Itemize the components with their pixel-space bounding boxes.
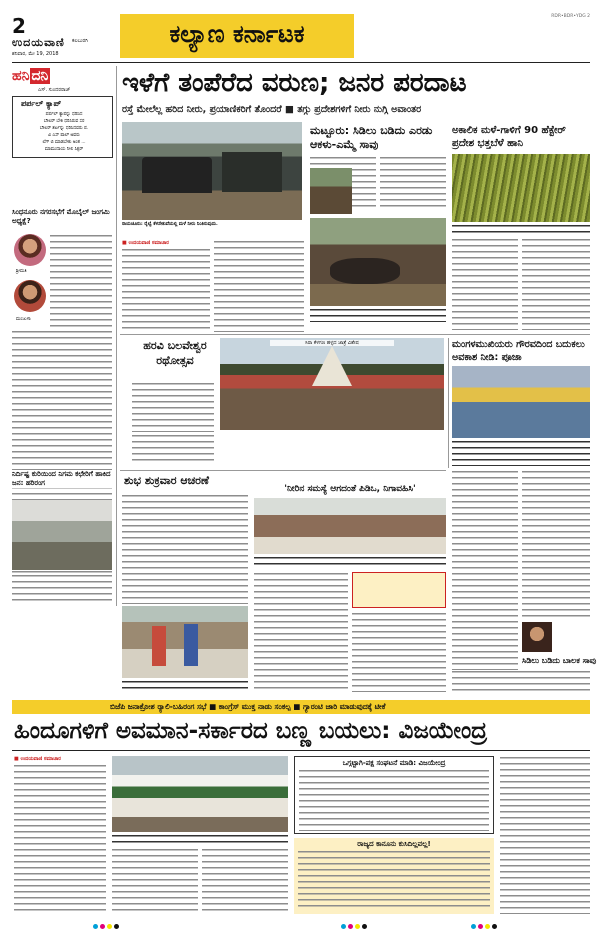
story3-body-b: [522, 238, 590, 330]
column-author: ಎಸ್. ಸುಂದರರಾಜ್: [38, 87, 71, 93]
sidebar-bottom-photo: [12, 500, 112, 570]
main-body-col1: [122, 248, 210, 332]
nigama-callout: [352, 572, 446, 608]
rath-divider: [448, 338, 449, 468]
story4-caption: [452, 440, 590, 466]
registration-marks: [92, 914, 120, 933]
bottom-body-2: [112, 848, 198, 914]
sidebar-divider: [116, 66, 117, 606]
story4-body-b: [522, 470, 590, 618]
meeting-photo: [254, 498, 446, 554]
portrait-2: [14, 280, 46, 312]
sidebar-headline: ಸಿಂಧನೂರು ನಗರಸಭೆಗೆ ಮೊಬೈಲ್ ಜಂಗಮಿ ಅಧ್ಯಕ್ಷೆ?: [12, 208, 110, 225]
procession-caption: [122, 680, 248, 692]
story2-headline: ಮಟ್ಟೂರು: ಸಿಡಿಲು ಬಡಿದು ಎರಡು ಆಕಳು-ಎಮ್ಮೆ ಸಾವು: [310, 124, 433, 151]
section-title: ಕಲ್ಯಾಣ ಕರ್ನಾಟಕ: [169, 20, 305, 48]
portrait-2-name: ಮಂಜುಳಾ: [16, 317, 31, 322]
masthead: [12, 14, 590, 60]
story2-inset-photo: [310, 168, 352, 214]
box-body: [299, 769, 489, 831]
cattle-photo: [310, 218, 446, 306]
portrait-1: [14, 234, 46, 266]
box-title: ಒಗ್ಗಟ್ಟಾಗಿ-ಪಕ್ಷ ಸಂಘಟನೆ ಮಾಡಿ: ವಿಜಯೇಂದ್ರ: [342, 759, 446, 767]
underpass-caption: ರಾಯಚೂರು: ರೈಲ್ವೆ ಕೆಳಸೇತುವೆಯಲ್ಲಿ ಮಳೆ ನೀರು ನಿಂತಿರುವುದು.: [122, 222, 218, 227]
box-lines: ಪರ್ಪಲ್ ಕ್ಯಾಪನ್ನು ಧರಿಸಿದ ಬೌಲರ್ ಬೇಕಿ ಧರಿಸಿರುವ ಸರ ಬೌಲರ್ ಶರ್ಟನ್ನು ಧರಿಸಿದವರು ಪ. ವಿ ಎಸ್ ಪಾಲ್ ಅವರು ಲೆಗ್ ಬಿ ಮಾಡಬೇಕು ಅಂತ ... ಮಾಮುದಾಯ ನೀಲಿ ಸಿಕ್ಸರ್: [39, 112, 89, 152]
ribbon-text: ಬಿಜೆಪಿ ಜನಾಕ್ರೋಶ ರ‍್ಯಾಲಿ-ಬಹಿರಂಗ ಸಭೆ ■ ಕಾಂಗ್ರೆಸ್ ಮುಕ್ತ ನಾಡು ಸಂಕಲ್ಪ ■ ಗ್ಯಾರಂಟಿ ಜಾರಿ ಮಾಡುವುದಕ್ಕೆ ಟೀಕೆ: [110, 702, 386, 711]
masthead-rule: [12, 62, 590, 63]
main-subheadline: ರಸ್ತೆ ಮೇಲೆಲ್ಲ ಹರಿದ ನೀರು, ಪ್ರಯಾಣಿಕರಿಗೆ ತೊಂದರೆ ■ ತಗ್ಗು ಪ್ರದೇಶಗಳಿಗೆ ನೀರು ನುಗ್ಗಿ ಅವಾಂತರ: [122, 104, 422, 115]
story3-headline: ಅಕಾಲಿಕ ಮಳೆ-ಗಾಳಿಗೆ 90 ಹೆಕ್ಟೇರ್ ಪ್ರದೇಶ ಭತ್ತಬೆಳೆ ಹಾನಿ: [452, 125, 566, 149]
box-title: ಪರ್ಪಲ್ ಕ್ಯಾಪ್: [21, 99, 62, 108]
rath-body-1: [132, 382, 214, 432]
sidebar-body-1: [50, 234, 112, 328]
registration-marks-3: [470, 914, 498, 933]
paper-name: ಉದಯವಾಣಿ: [12, 36, 65, 49]
edition-name: ಕಲಬುರಗಿ: [72, 38, 88, 44]
underpass-photo: [122, 122, 302, 220]
column-logo: [12, 68, 50, 84]
story2-caption: [310, 308, 446, 322]
rath-headline: ಹರವಿ ಬಲವೇಶ್ವರ ರಥೋತ್ಸವ: [143, 339, 207, 367]
sidebar-bottom-body: [12, 574, 112, 602]
page-number: 2: [12, 14, 26, 38]
mid-rule-1: [120, 334, 590, 335]
bottom-byline: ■ ಉದಯವಾಣಿ ಸಮಾಚಾರ: [14, 756, 61, 762]
rath-body-2: [132, 434, 214, 464]
sidebar-bottom-headline: ನಿರ್ದಿಷ್ಟ ಕುರಿಯಿಂದ ನಿಗಮ ಕಛೇರಿಗೆ ಹಾಕಿದ ಜನ: ಹರಿರಂಗ: [12, 470, 114, 488]
story4-inset: [522, 622, 552, 652]
main-headline: ಇಳೆಗೆ ತಂಪೆರೆದ ವರುಣ; ಜನರ ಪರದಾಟ: [122, 68, 467, 98]
nigama-headline: 'ನೀರಿನ ಸಮಸ್ಯೆ ಆಗದಂತೆ ಪಿಡಿಒ, ನಿಗಾವಹಿಸಿ': [284, 484, 416, 494]
purple-cap-box: [12, 96, 113, 158]
mid-rule-2: [120, 470, 446, 471]
bottom-body-4: [500, 756, 590, 914]
story3-body-a: [452, 238, 518, 330]
bottom-body-3: [202, 848, 288, 914]
logo-hani: ಹನಿ: [12, 68, 30, 84]
logo-dani: ದನಿ: [31, 68, 49, 84]
vijayendra-box: [294, 756, 494, 834]
nigama-body-b: [352, 612, 446, 692]
nigama-body-a: [254, 572, 348, 692]
rath-photo: [220, 338, 444, 430]
bottom-rule: [12, 750, 590, 751]
sidilu-headline: ಸಿಡಿಲು ಬಡಿದು ಬಾಲಕ ಸಾವು: [522, 656, 597, 665]
sidilu-body: [452, 670, 590, 694]
main-body-col2: [214, 240, 304, 332]
rally-caption: [112, 834, 288, 846]
story4-body-a: [452, 470, 518, 670]
law-box-title: ರಾಜ್ಯದ ಕಾನೂನು ಕುಸಿದಿಲ್ಲವಲ್ಲ!: [357, 840, 431, 848]
meeting-caption: [254, 556, 446, 568]
edition-code: RDR•BDR•YDG 2: [551, 14, 590, 19]
rath-headline-box: [132, 338, 218, 374]
bottom-headline: ಹಿಂದೂಗಳಿಗೆ ಅವಮಾನ-ಸರ್ಕಾರದ ಬಣ್ಣ ಬಯಲು: ವಿಜಯೇಂದ್ರ: [14, 718, 488, 744]
main-byline: ■ ಉದಯವಾಣಿ ಸಮಾಚಾರ: [122, 240, 169, 246]
paddy-caption: [452, 224, 590, 236]
law-box-body: [298, 850, 490, 910]
rally-photo: [112, 756, 288, 832]
registration-marks-2: [340, 914, 368, 933]
story4-headline: ಮಂಗಳಮುಖಿಯರು ಗೌರವದಿಂದ ಬದುಕಲು ಅವಕಾಶ ನೀಡಿ: ಪೂಜಾ: [452, 339, 585, 363]
bottom-body-1: [14, 764, 106, 914]
portrait-1-name: ಶ್ರೀಮತಿ: [16, 269, 27, 274]
shubha-headline: ಶುಭ ಶುಕ್ರವಾರ ಆಚರಣೆ: [124, 474, 209, 487]
rath-photo-caption: ಸಿರಾ ಕೆಳಗಣ ಹಳ್ಳದ ಜಾತ್ರೆ ವಿಶೇಷ: [270, 340, 394, 346]
law-box: [294, 838, 494, 914]
issue-date: ಶನಿವಾರ, ಮೇ 19, 2018: [12, 51, 59, 57]
shubha-body: [122, 494, 248, 604]
transgender-event-photo: [452, 366, 590, 438]
paddy-photo: [452, 154, 590, 222]
procession-photo: [122, 606, 248, 678]
story2-body-b: [380, 156, 446, 210]
